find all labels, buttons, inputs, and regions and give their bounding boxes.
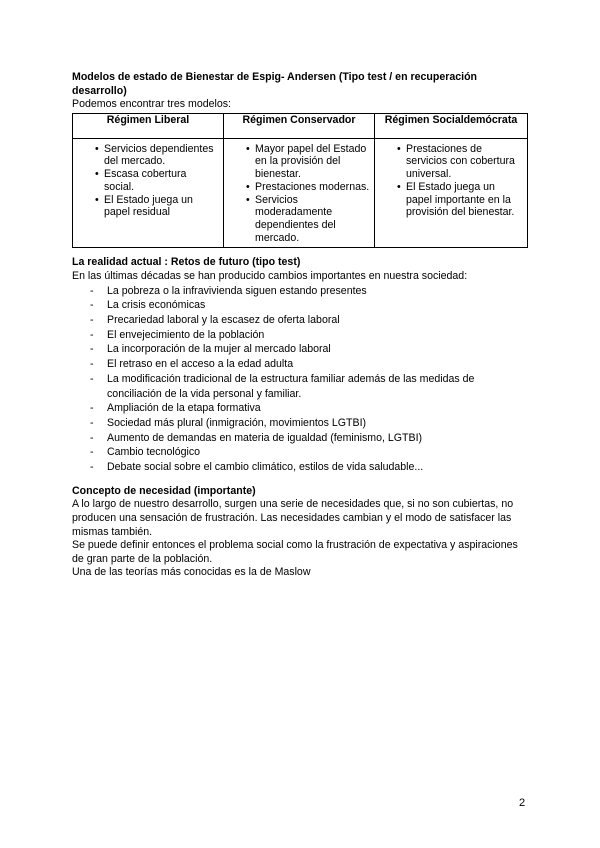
section-current-reality [72,256,532,474]
list-item: • Prestaciones de servicios con cobertura universal. [379,143,523,181]
list-item: - Aumento de demandas en materia de igualdad (feminismo, LGTBI) [72,431,532,446]
page-number: 2 [519,797,526,809]
welfare-models-table [72,113,528,249]
list-item: • El Estado juega un papel importante en la provisión del bienestar. [379,181,523,219]
list-item: • Servicios moderadamente dependientes del mercado. [228,194,370,245]
list-item: • Prestaciones modernas. [228,181,370,194]
table-cell-conservative [224,138,375,248]
table-row [73,138,528,248]
document-page [72,71,532,580]
table-header-row [73,113,528,138]
current-reality-intro: En las últimas décadas se han producido cambios importantes en nuestra sociedad: [72,270,468,282]
list-item: - La crisis económicas [72,298,532,313]
list-item: - La incorporación de la mujer al mercado laboral [72,342,532,357]
paragraph: A lo largo de nuestro desarrollo, surgen una serie de necesidades que, si no son cubiertas, no producen una sensación de frustración. Las necesidades cambian y el modo de satisfacer las mismas también. [72,498,514,538]
table-cell-liberal [73,138,224,248]
section-need-concept [72,485,532,580]
section-title-current-reality: La realidad actual : Retos de futuro (tipo test) [72,256,301,269]
list-item: • El Estado juega un papel residual [77,194,219,219]
list-item: - El retraso en el acceso a la edad adulta [72,357,532,372]
table-header-socialdemocratic: Régimen Socialdemócrata [375,113,528,138]
challenges-list [72,284,532,475]
paragraph: Una de las teorías más conocidas es la de Maslow [72,566,311,579]
list-item: - La modificación tradicional de la estructura familiar además de las medidas de conciliación de la vida personal y familiar. [72,372,532,401]
list-item: • Escasa cobertura social. [77,168,219,193]
table-cell-socialdemocratic [375,138,528,248]
table-header-liberal: Régimen Liberal [73,113,224,138]
list-item: • Mayor papel del Estado en la provisión del bienestar. [228,143,370,181]
paragraph: Se puede definir entonces el problema social como la frustración de expectativa y aspiraciones de gran parte de la población. [72,539,518,565]
list-item: - Cambio tecnológico [72,445,532,460]
list-item: - La pobreza o la infravivienda siguen estando presentes [72,284,532,299]
welfare-models-intro: Podemos encontrar tres modelos: [72,98,231,111]
list-item: - Debate social sobre el cambio climático, estilos de vida saludable... [72,460,532,475]
list-item: • Servicios dependientes del mercado. [77,143,219,168]
section-title-welfare-models: Modelos de estado de Bienestar de Espig- Andersen (Tipo test / en recuperación desarrollo) [72,71,478,97]
list-item: - Precariedad laboral y la escasez de oferta laboral [72,313,532,328]
list-item: - Sociedad más plural (inmigración, movimientos LGTBI) [72,416,532,431]
section-title-need-concept: Concepto de necesidad (importante) [72,484,256,497]
table-header-conservative: Régimen Conservador [224,113,375,138]
list-item: - Ampliación de la etapa formativa [72,401,532,416]
list-item: - El envejecimiento de la población [72,328,532,343]
